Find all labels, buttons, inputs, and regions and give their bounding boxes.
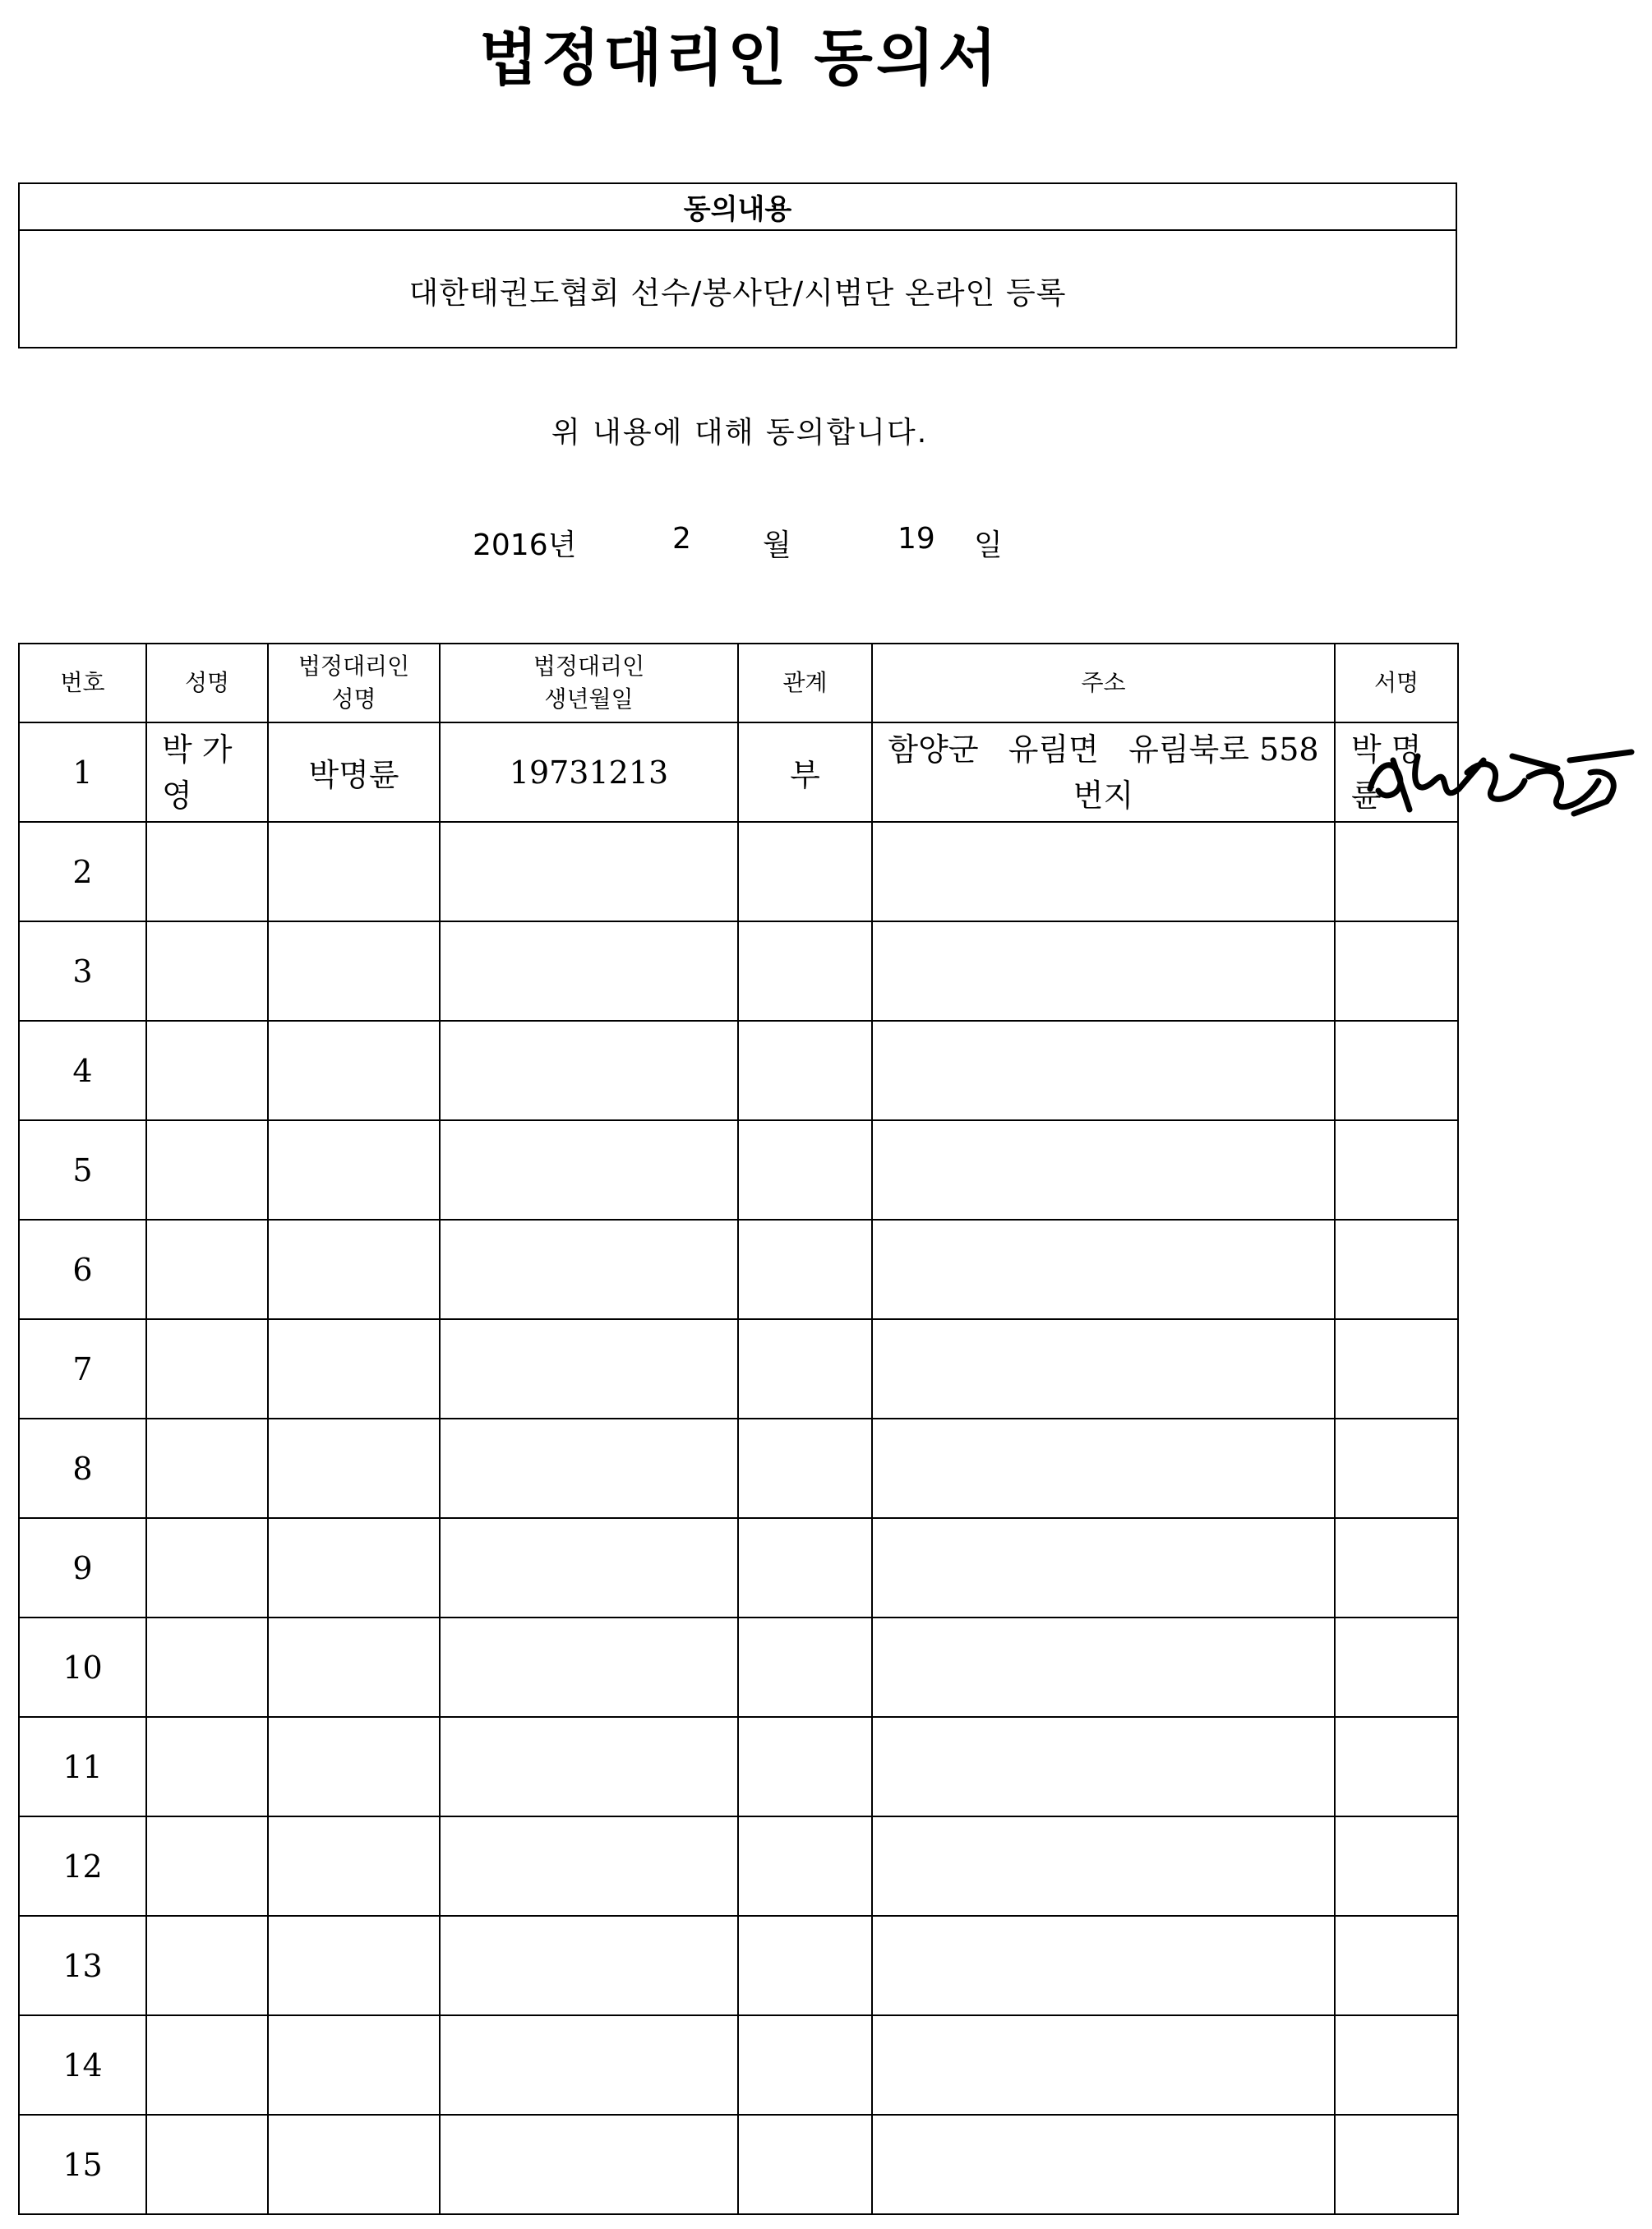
cell-number: 6 — [19, 1220, 146, 1319]
cell-address — [872, 1220, 1335, 1319]
cell-signature — [1335, 1518, 1458, 1618]
header-number: 번호 — [19, 644, 146, 722]
table-row — [19, 1419, 1458, 1518]
guardian-table — [18, 643, 1459, 2215]
cell-relation: 부 — [738, 722, 872, 822]
cell-name — [146, 1717, 268, 1816]
cell-guardian-name — [268, 921, 440, 1021]
consent-box — [18, 182, 1457, 348]
cell-relation — [738, 1220, 872, 1319]
cell-number: 10 — [19, 1618, 146, 1717]
header-name: 성명 — [146, 644, 268, 722]
consent-content: 대한태권도협회 선수/봉사단/시범단 온라인 등록 — [408, 275, 1067, 311]
table-row — [19, 1120, 1458, 1220]
table-header-row — [19, 644, 1458, 722]
cell-relation — [738, 1618, 872, 1717]
date-month: 2 — [672, 522, 691, 556]
table-row — [19, 2015, 1458, 2115]
cell-address — [872, 1021, 1335, 1120]
cell-name — [146, 921, 268, 1021]
cell-guardian-birth — [440, 2115, 738, 2214]
cell-relation — [738, 2015, 872, 2115]
cell-address — [872, 2115, 1335, 2214]
cell-name — [146, 2015, 268, 2115]
cell-name — [146, 1319, 268, 1419]
cell-signature — [1335, 1618, 1458, 1717]
consent-heading: 동의내용 — [20, 184, 1456, 231]
header-guardian-name: 법정대리인 성명 — [268, 644, 440, 722]
cell-signature — [1335, 1021, 1458, 1120]
cell-name — [146, 2115, 268, 2214]
cell-relation — [738, 1717, 872, 1816]
cell-address — [872, 1120, 1335, 1220]
cell-relation — [738, 1419, 872, 1518]
cell-guardian-birth — [440, 1518, 738, 1618]
cell-signature: 박 명 륜 — [1335, 722, 1458, 822]
cell-guardian-name — [268, 1618, 440, 1717]
table-row — [19, 1021, 1458, 1120]
table-row — [19, 1220, 1458, 1319]
table-row — [19, 722, 1458, 822]
cell-name — [146, 1419, 268, 1518]
cell-name — [146, 1220, 268, 1319]
cell-number: 4 — [19, 1021, 146, 1120]
cell-relation — [738, 921, 872, 1021]
cell-address — [872, 1717, 1335, 1816]
cell-signature — [1335, 1916, 1458, 2015]
cell-number: 13 — [19, 1916, 146, 2015]
cell-name — [146, 1916, 268, 2015]
cell-guardian-name — [268, 1916, 440, 2015]
table-row — [19, 921, 1458, 1021]
cell-number: 14 — [19, 2015, 146, 2115]
date-year: 2016년 — [473, 528, 577, 562]
cell-guardian-birth — [440, 1220, 738, 1319]
cell-guardian-birth — [440, 1816, 738, 1916]
cell-number: 2 — [19, 822, 146, 921]
table-row — [19, 1916, 1458, 2015]
cell-signature — [1335, 1419, 1458, 1518]
cell-signature — [1335, 1220, 1458, 1319]
cell-guardian-birth: 19731213 — [440, 722, 738, 822]
cell-relation — [738, 1816, 872, 1916]
cell-number: 11 — [19, 1717, 146, 1816]
cell-address — [872, 1518, 1335, 1618]
cell-signature — [1335, 1717, 1458, 1816]
cell-guardian-birth — [440, 2015, 738, 2115]
cell-number: 7 — [19, 1319, 146, 1419]
cell-guardian-name — [268, 1220, 440, 1319]
cell-address — [872, 1916, 1335, 2015]
cell-guardian-birth — [440, 1419, 738, 1518]
header-address: 주소 — [872, 644, 1335, 722]
cell-signature — [1335, 1120, 1458, 1220]
cell-number: 3 — [19, 921, 146, 1021]
cell-name — [146, 1618, 268, 1717]
cell-address — [872, 1618, 1335, 1717]
cell-address: 함양군 유림면 유림북로 558번지 — [872, 722, 1335, 822]
date-day-label: 일 — [974, 528, 1003, 562]
cell-guardian-birth — [440, 1618, 738, 1717]
table-row — [19, 1816, 1458, 1916]
handwritten-signature — [1360, 731, 1640, 830]
table-row — [19, 1717, 1458, 1816]
cell-name — [146, 1816, 268, 1916]
cell-number: 8 — [19, 1419, 146, 1518]
cell-relation — [738, 1916, 872, 2015]
cell-guardian-name — [268, 1816, 440, 1916]
cell-signature — [1335, 1319, 1458, 1419]
cell-guardian-name — [268, 2015, 440, 2115]
cell-guardian-name — [268, 1319, 440, 1419]
cell-guardian-birth — [440, 1319, 738, 1419]
cell-guardian-birth — [440, 921, 738, 1021]
cell-name — [146, 1518, 268, 1618]
cell-guardian-name — [268, 1120, 440, 1220]
cell-name — [146, 1120, 268, 1220]
cell-guardian-birth — [440, 1916, 738, 2015]
date-month-label: 월 — [763, 528, 791, 562]
cell-guardian-name — [268, 2115, 440, 2214]
document-title: 법정대리인 동의서 — [479, 23, 1000, 94]
cell-number: 15 — [19, 2115, 146, 2214]
cell-signature — [1335, 921, 1458, 1021]
cell-address — [872, 2015, 1335, 2115]
cell-relation — [738, 822, 872, 921]
cell-guardian-name — [268, 1419, 440, 1518]
cell-relation — [738, 1021, 872, 1120]
cell-guardian-birth — [440, 1717, 738, 1816]
cell-signature — [1335, 822, 1458, 921]
cell-relation — [738, 1319, 872, 1419]
cell-number: 12 — [19, 1816, 146, 1916]
cell-address — [872, 1319, 1335, 1419]
table-row — [19, 1618, 1458, 1717]
cell-guardian-name — [268, 1021, 440, 1120]
table-row — [19, 1518, 1458, 1618]
header-guardian-birth: 법정대리인 생년월일 — [440, 644, 738, 722]
table-row — [19, 1319, 1458, 1419]
cell-name: 박 가 영 — [146, 722, 268, 822]
cell-guardian-birth — [440, 1120, 738, 1220]
cell-guardian-name — [268, 1518, 440, 1618]
cell-number: 5 — [19, 1120, 146, 1220]
cell-guardian-birth — [440, 1021, 738, 1120]
cell-name — [146, 822, 268, 921]
table-row — [19, 2115, 1458, 2214]
cell-guardian-birth — [440, 822, 738, 921]
cell-name — [146, 1021, 268, 1120]
cell-signature — [1335, 1816, 1458, 1916]
date-day: 19 — [898, 522, 935, 556]
table-row — [19, 822, 1458, 921]
cell-guardian-name — [268, 1717, 440, 1816]
cell-address — [872, 921, 1335, 1021]
cell-relation — [738, 1120, 872, 1220]
cell-number: 9 — [19, 1518, 146, 1618]
cell-number: 1 — [19, 722, 146, 822]
cell-address — [872, 1419, 1335, 1518]
cell-signature — [1335, 2115, 1458, 2214]
cell-relation — [738, 1518, 872, 1618]
cell-relation — [738, 2115, 872, 2214]
cell-address — [872, 822, 1335, 921]
cell-guardian-name — [268, 822, 440, 921]
agreement-statement: 위 내용에 대해 동의합니다. — [551, 416, 929, 450]
cell-signature — [1335, 2015, 1458, 2115]
header-relation: 관계 — [738, 644, 872, 722]
cell-guardian-name: 박명륜 — [268, 722, 440, 822]
header-signature: 서명 — [1335, 644, 1458, 722]
cell-address — [872, 1816, 1335, 1916]
